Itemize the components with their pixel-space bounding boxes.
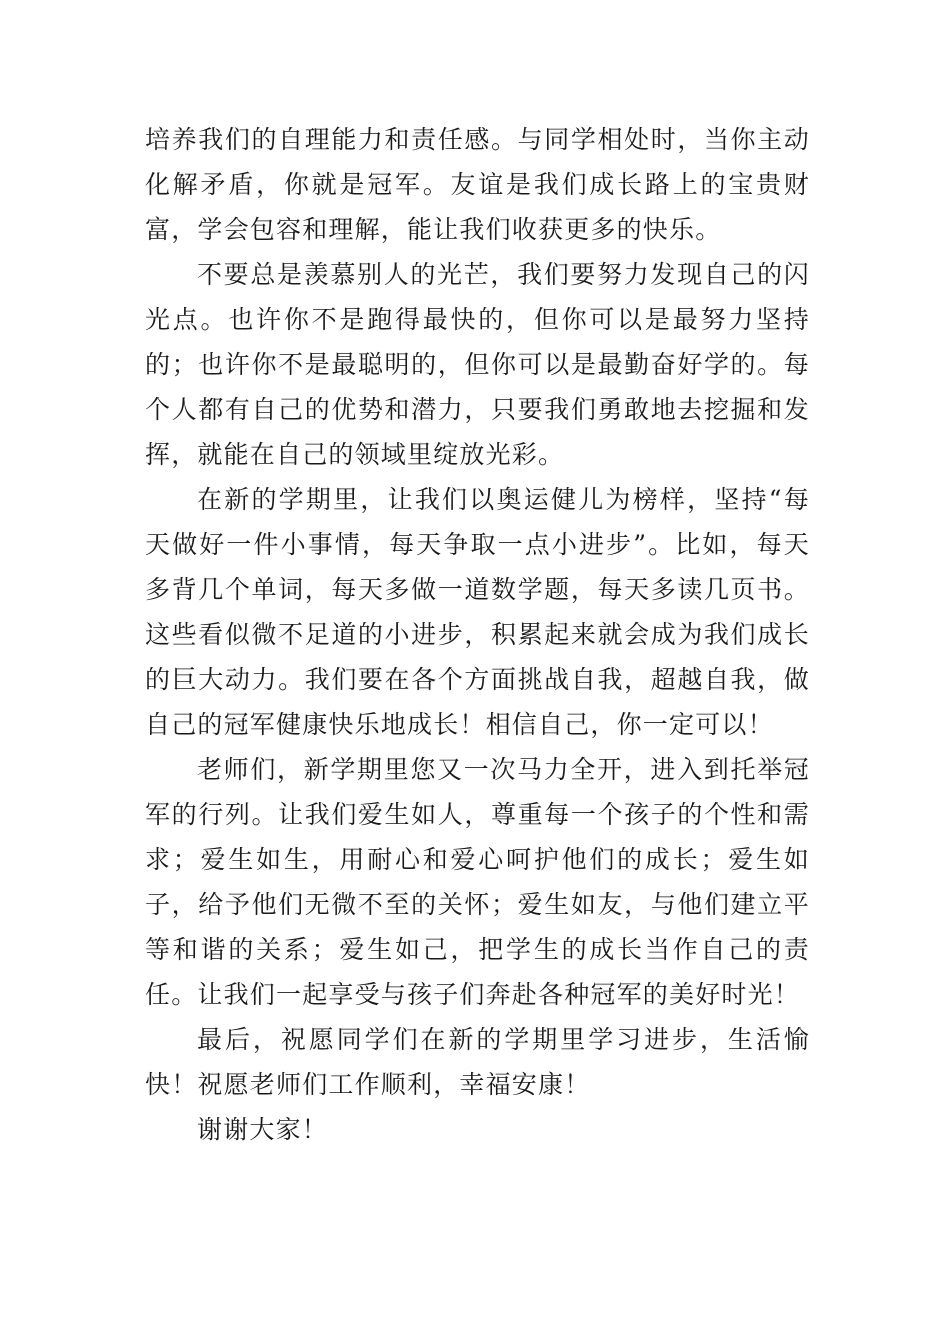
document-body (145, 117, 810, 1152)
paragraph-wishes: 最后，祝愿同学们在新的学期里学习进步，生活愉快！祝愿老师们工作顺利，幸福安康！ (145, 1025, 810, 1099)
paragraph-teachers: 老师们，新学期里您又一次马力全开，进入到托举冠军的行列。让我们爱生如人，尊重每一个孩子的个性和需求；爱生如生，用耐心和爱心呵护他们的成长；爱生如子，给予他们无微不至的关怀；爱生如友，与他们建立平等和谐的关系；爱生如己，把学生的成长当作自己的责任。让我们一起享受与孩子们奔赴各种冠军的美好时光！ (145, 755, 810, 1009)
paragraph-thanks: 谢谢大家！ (197, 1115, 329, 1144)
paragraph-continued: 培养我们的自理能力和责任感。与同学相处时，当你主动化解矛盾，你就是冠军。友谊是我们成长路上的宝贵财富，学会包容和理解，能让我们收获更多的快乐。 (145, 125, 810, 244)
paragraph-shine: 不要总是羡慕别人的光芒，我们要努力发现自己的闪光点。也许你不是跑得最快的，但你可以是最努力坚持的；也许你不是最聪明的，但你可以是最勤奋好学的。每个人都有自己的优势和潜力，只要我们勇敢地去挖掘和发挥，就能在自己的领域里绽放光彩。 (145, 260, 810, 469)
paragraph-new-semester: 在新的学期里，让我们以奥运健儿为榜样，坚持“每天做好一件小事情，每天争取一点小进步”。比如，每天多背几个单词，每天多做一道数学题，每天多读几页书。这些看似微不足道的小进步，积累起来就会成为我们成长的巨大动力。我们要在各个方面挑战自我，超越自我，做自己的冠军健康快乐地成长！相信自己，你一定可以！ (145, 485, 810, 739)
